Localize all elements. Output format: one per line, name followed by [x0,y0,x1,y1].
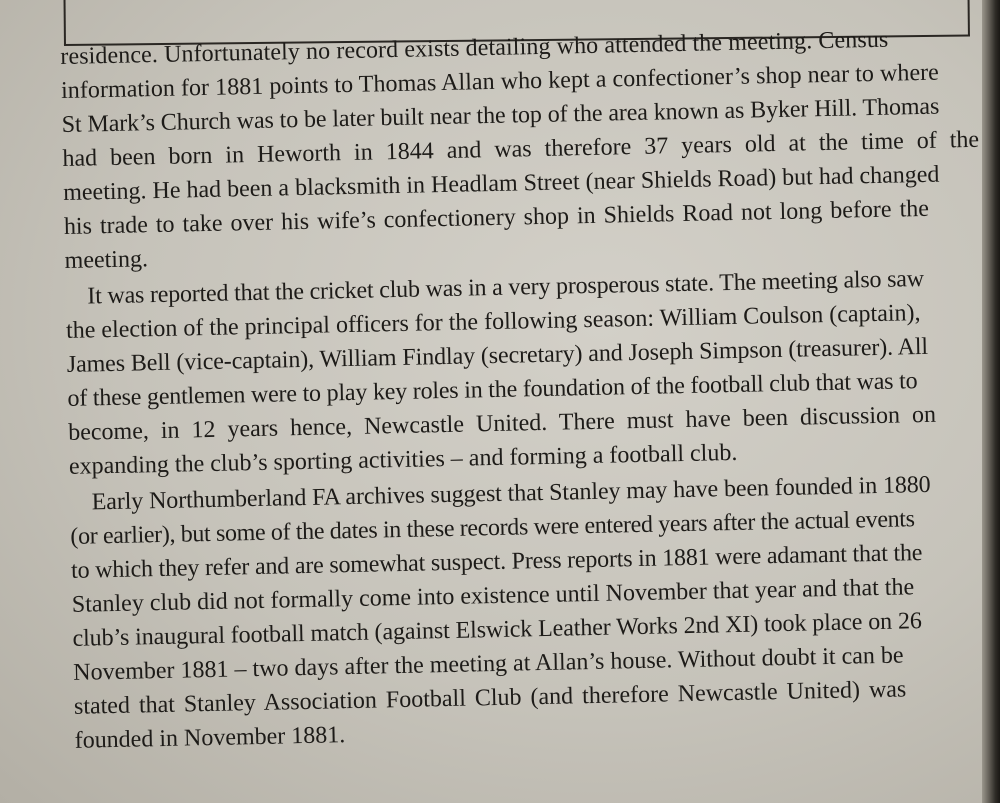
text-line: St Mark’s Church was to be later built near the top of the area known as Byker Hill. Thomas [61,93,940,138]
text-line: James Bell (vice-captain), William Findlay (secretary) and Joseph Simpson (treasurer). All [66,333,929,378]
text-line: meeting. [64,246,149,274]
text-line: become, in 12 years hence, Newcastle United. There must have been discussion on [67,401,937,446]
text-line: Stanley club did not formally come into existence until November that year and that the [71,574,915,618]
text-line: meeting. He had been a blacksmith in Headlam Street (near Shields Road) but had changed [62,161,940,206]
text-line: had been born in Heworth in 1844 and was therefore 37 years old at the time of the [62,126,980,172]
text-line: the election of the principal officers for the following season: William Coulson (captain), [65,300,921,344]
paragraph-2 [65,261,981,484]
text-line: November 1881 – two days after the meeting at Allan’s house. Without doubt it can be [72,642,904,686]
text-line: expanding the club’s sporting activities – and forming a football club. [68,439,738,480]
text-line: club’s inaugural football match (against Elswick Leather Works 2nd XI) took place on 26 [72,608,922,652]
text-line: founded in November 1881. [74,722,346,754]
text-line: (or earlier), but some of the dates in these records were entered years after the actual events [70,506,915,550]
text-line: his trade to take over his wife’s confectionery shop in Shields Road not long before the [63,195,930,240]
text-line: stated that Stanley Association Football Club (and therefore Newcastle United) was [73,676,907,720]
paragraph-3 [69,467,986,758]
paragraph-1 [60,21,980,278]
text-line: information for 1881 points to Thomas Allan who kept a confectioner’s shop near to where [60,59,940,104]
book-page-edge [982,0,1000,803]
text-line: residence. Unfortunately no record exists detailing who attended the meeting. Census [60,26,889,70]
text-line: to which they refer and are somewhat suspect. Press reports in 1881 were adamant that the [70,540,923,584]
text-line: Early Northumberland FA archives suggest that Stanley may have been founded in 1880 [91,471,931,516]
text-line: It was reported that the cricket club was in a very prosperous state. The meeting also saw [87,265,925,310]
body-text [60,21,987,758]
text-line: of these gentlemen were to play key roles in the foundation of the football club that was to [67,368,918,412]
